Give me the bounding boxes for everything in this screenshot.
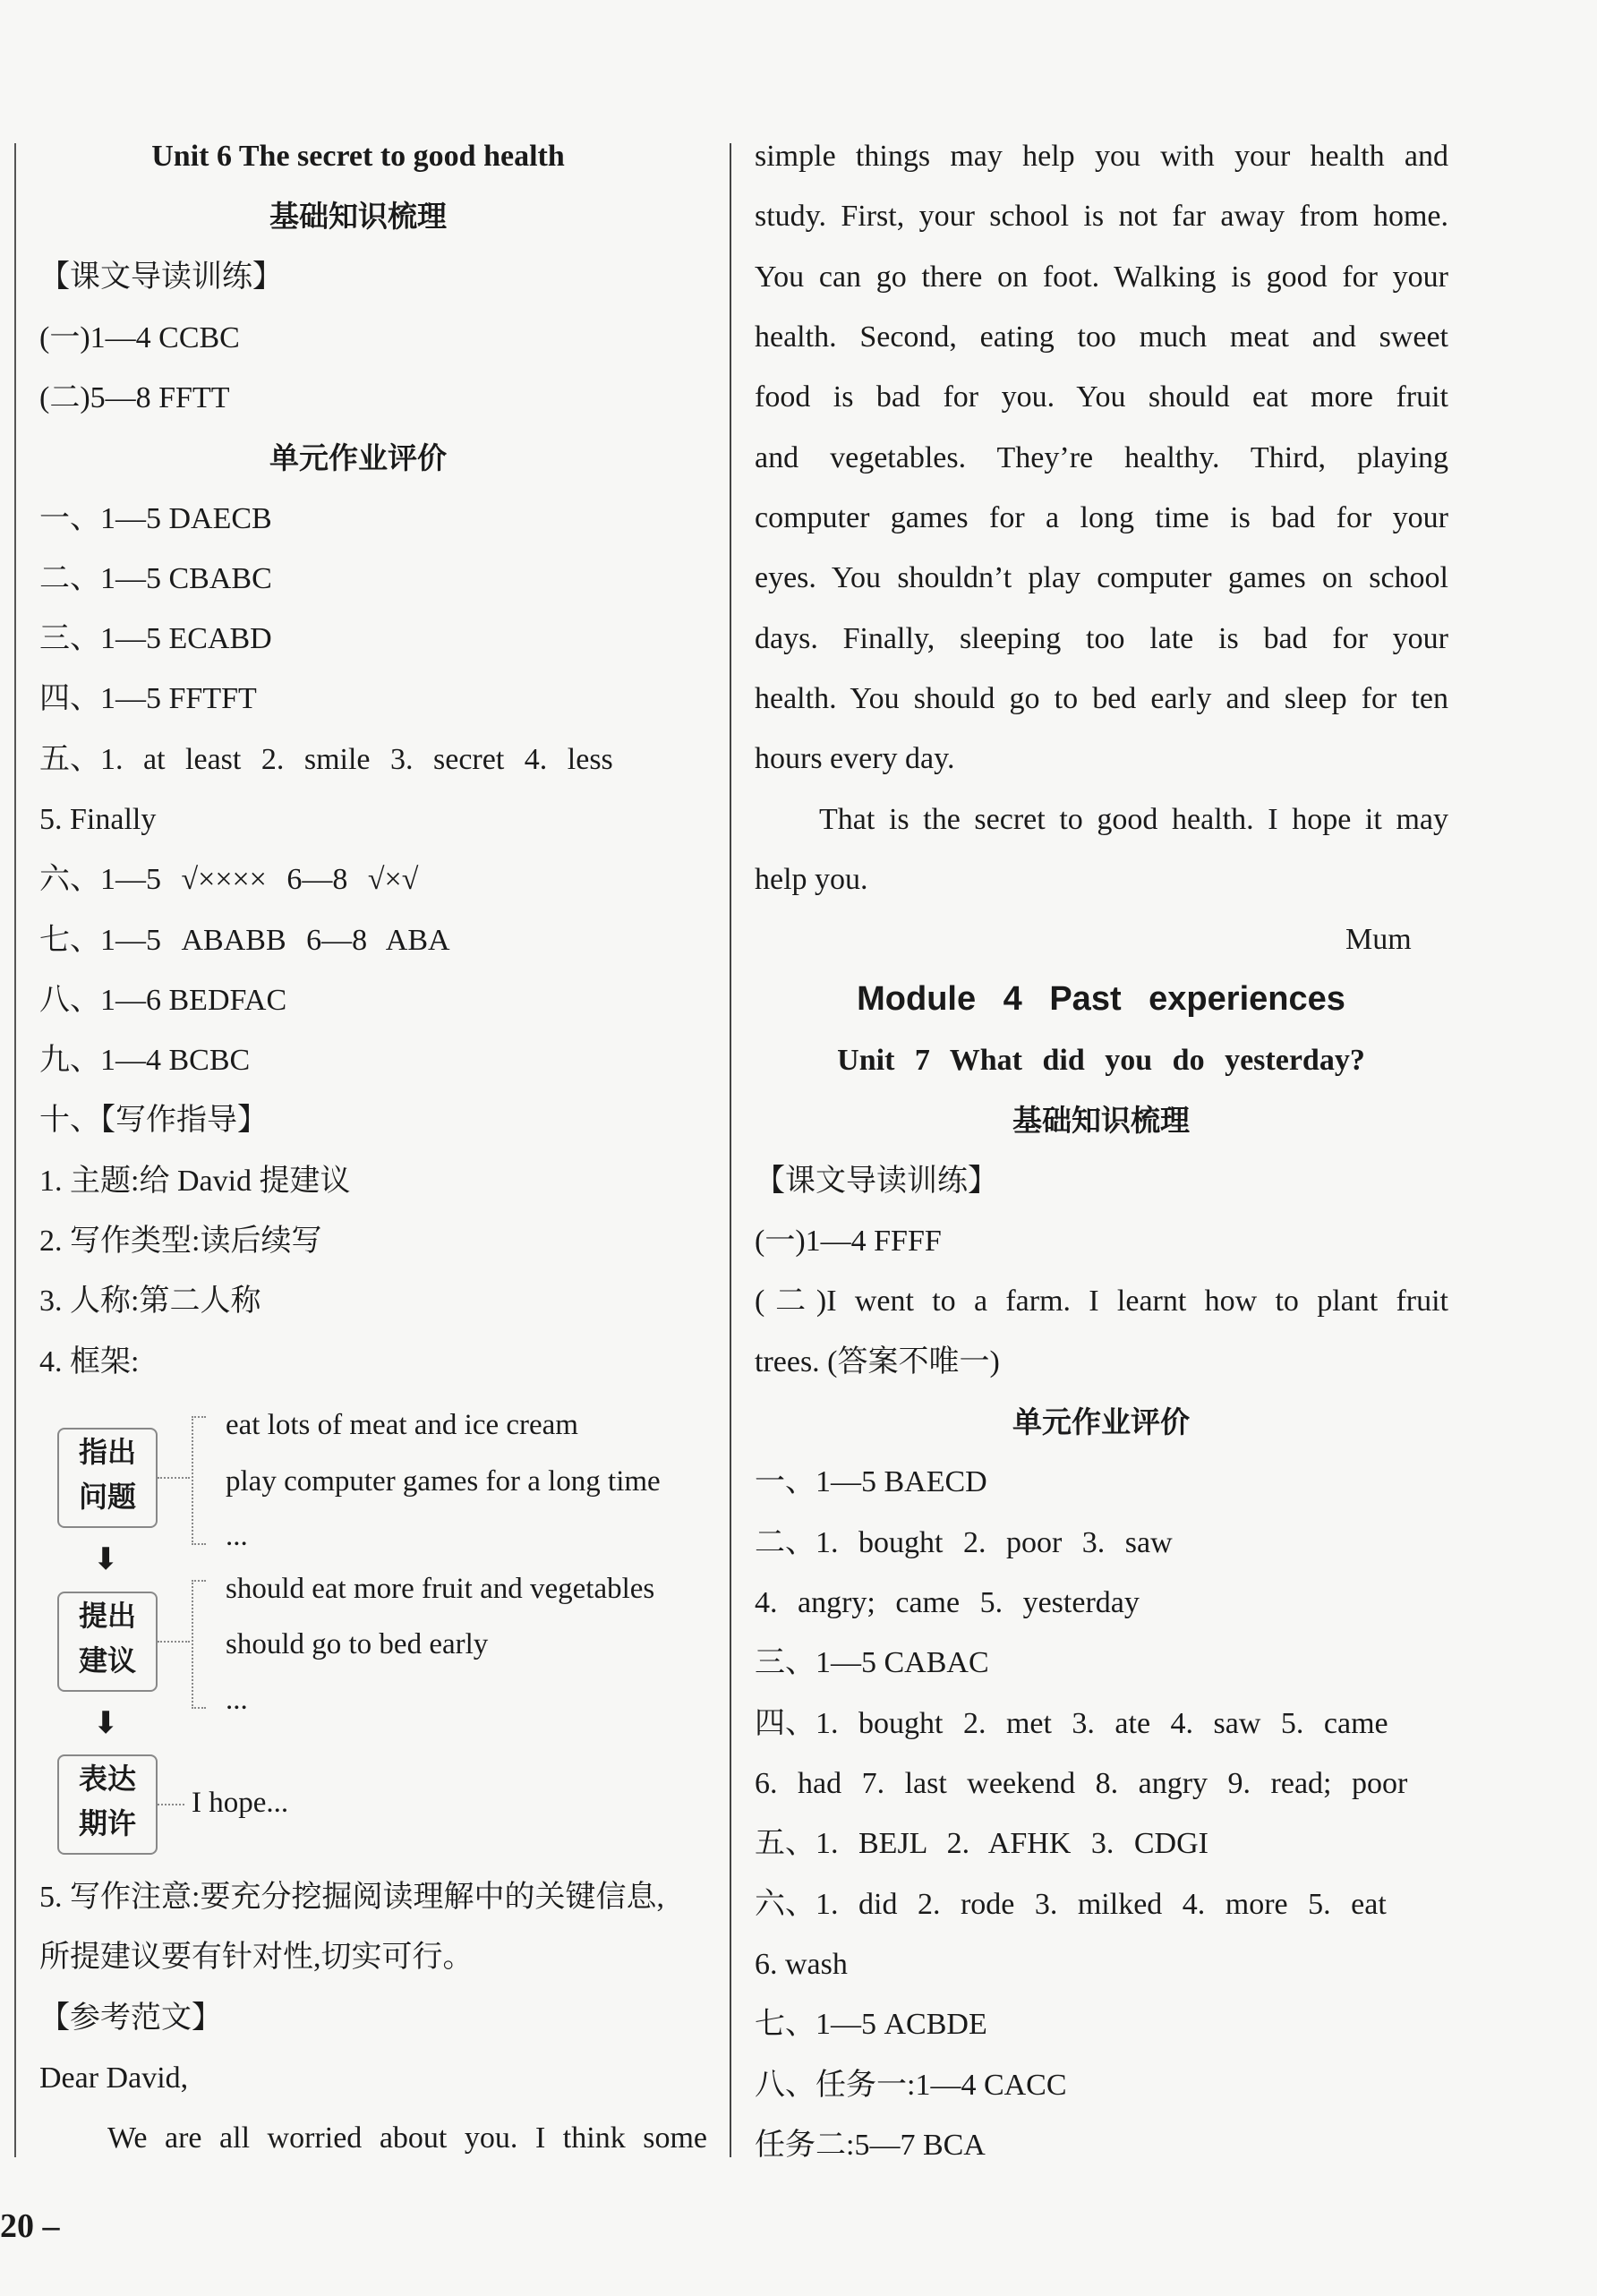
answer-line: 三、1—5 ECABD [39, 622, 272, 655]
answer-line: 二、1. bought 2. poor 3. saw [755, 1526, 1173, 1559]
answer-line: 四、1—5 FFTFT [39, 682, 257, 715]
arrow-down-icon: ⬇ [93, 1541, 119, 1577]
answer-line: 五、1. at least 2. smile 3. secret 4. less [39, 743, 613, 776]
frame-box-hopes [57, 1754, 158, 1855]
connector [158, 1477, 190, 1479]
answer-line: 4. 框架: [39, 1345, 140, 1378]
text-line: 所提建议要有针对性,切实可行。 [39, 1941, 474, 1974]
problem-item: ... [226, 1520, 248, 1552]
answer-line: 二、1—5 CBABC [39, 562, 272, 595]
suggestion-item: should eat more fruit and vegetables [226, 1573, 655, 1605]
box-label: 指出 [78, 1435, 136, 1469]
answer-line: 七、1—5 ABABB 6—8 ABA [39, 924, 450, 957]
answer-line: 八、1—6 BEDFAC [39, 984, 287, 1017]
essay-line: hours every day. [755, 742, 955, 775]
essay-signature: Mum [1345, 923, 1412, 956]
answer-line: 一、1—5 DAECB [39, 502, 272, 535]
section-heading-basics: 基础知识梳理 [1012, 1103, 1190, 1138]
essay-line: eyes. You shouldn’t play computer games on school [755, 561, 1448, 594]
essay-line: days. Finally, sleeping too late is bad for your [755, 622, 1448, 655]
suggestion-item: should go to bed early [226, 1628, 489, 1660]
text-line: 【课文导读训练】 [39, 260, 283, 294]
answer-line: 八、任务一:1—4 CACC [755, 2069, 1067, 2102]
essay-line: study. First, your school is not far away from home. [755, 200, 1448, 233]
unit-6-title: Unit 6 The secret to good health [151, 140, 565, 173]
text-line: 【参考范文】 [39, 2002, 222, 2035]
connector [158, 1804, 184, 1805]
box-label: 提出 [78, 1599, 136, 1633]
column-divider [730, 143, 731, 2157]
problem-item: play computer games for a long time [226, 1465, 661, 1498]
bracket [192, 1580, 206, 1709]
box-label: 期许 [78, 1806, 136, 1840]
essay-line: You can go there on foot. Walking is good for your [755, 260, 1448, 294]
answer-line: 3. 人称:第二人称 [39, 1285, 261, 1318]
answer-line: 6. wash [755, 1948, 848, 1981]
essay-line: simple things may help you with your health and [755, 140, 1448, 173]
answer-line: 九、1—4 BCBC [39, 1044, 251, 1077]
module-4-title: Module 4 Past experiences [857, 980, 1345, 1018]
answer-line: 2. 写作类型:读后续写 [39, 1225, 322, 1258]
essay-line: health. You should go to bed early and sleep for ten [755, 682, 1448, 715]
text-line: (一)1—4 CCBC [39, 321, 240, 354]
essay-line: and vegetables. They’re healthy. Third, playing [755, 441, 1448, 474]
problem-item: eat lots of meat and ice cream [226, 1409, 578, 1441]
text-line: 5. 写作注意:要充分挖掘阅读理解中的关键信息, [39, 1881, 664, 1914]
essay-line: help you. [755, 863, 868, 896]
frame-box-suggestions [57, 1592, 158, 1692]
box-label: 建议 [78, 1643, 136, 1677]
answer-line: 三、1—5 CABAC [755, 1646, 989, 1679]
essay-line: food is bad for you. You should eat more fruit [755, 380, 1448, 414]
answer-line: 4. angry; came 5. yesterday [755, 1586, 1140, 1619]
essay-line: computer games for a long time is bad for your [755, 501, 1448, 534]
box-label: 问题 [78, 1480, 136, 1514]
section-heading-basics: 基础知识梳理 [269, 199, 447, 234]
essay-line: That is the secret to good health. I hope it may [819, 803, 1448, 836]
text-line: (一)1—4 FFFF [755, 1225, 942, 1258]
answer-line: 六、1—5 √×××× 6—8 √×√ [39, 863, 419, 896]
unit-7-title: Unit 7 What did you do yesterday? [837, 1044, 1365, 1077]
answer-line: 一、1—5 BAECD [755, 1465, 987, 1498]
answer-line: 六、1. did 2. rode 3. milked 4. more 5. eat [755, 1888, 1387, 1921]
text-line: Dear David, [39, 2061, 189, 2095]
answer-line: 四、1. bought 2. met 3. ate 4. saw 5. came [755, 1707, 1388, 1740]
essay-line: We are all worried about you. I think some [107, 2121, 707, 2155]
text-line: 【课文导读训练】 [755, 1165, 998, 1198]
box-label: 表达 [78, 1762, 136, 1796]
answer-line: 五、1. BEJL 2. AFHK 3. CDGI [755, 1827, 1208, 1860]
answer-line: 5. Finally [39, 803, 157, 836]
answer-line: 1. 主题:给 David 提建议 [39, 1165, 351, 1198]
section-heading-evaluation: 单元作业评价 [1012, 1404, 1190, 1439]
suggestion-item: ... [226, 1684, 248, 1716]
text-line: (二)5—8 FFTT [39, 381, 230, 414]
essay-line: health. Second, eating too much meat and sweet [755, 320, 1448, 354]
section-heading-evaluation: 单元作业评价 [269, 440, 447, 475]
frame-box-problems [57, 1428, 158, 1528]
bracket [192, 1416, 206, 1545]
hope-item: I hope... [192, 1787, 289, 1819]
answer-line: 十、【写作指导】 [39, 1104, 268, 1137]
text-line: trees. (答案不唯一) [755, 1345, 1000, 1378]
page-number: 20 – [0, 2207, 60, 2245]
arrow-down-icon: ⬇ [93, 1705, 119, 1741]
answer-line: 任务二:5—7 BCA [755, 2129, 986, 2162]
answer-line: 七、1—5 ACBDE [755, 2008, 987, 2041]
answer-line: 6. had 7. last weekend 8. angry 9. read; poor [755, 1767, 1408, 1800]
text-line: (二)I went to a farm. I learnt how to plant fruit [755, 1285, 1448, 1318]
connector [158, 1641, 190, 1643]
